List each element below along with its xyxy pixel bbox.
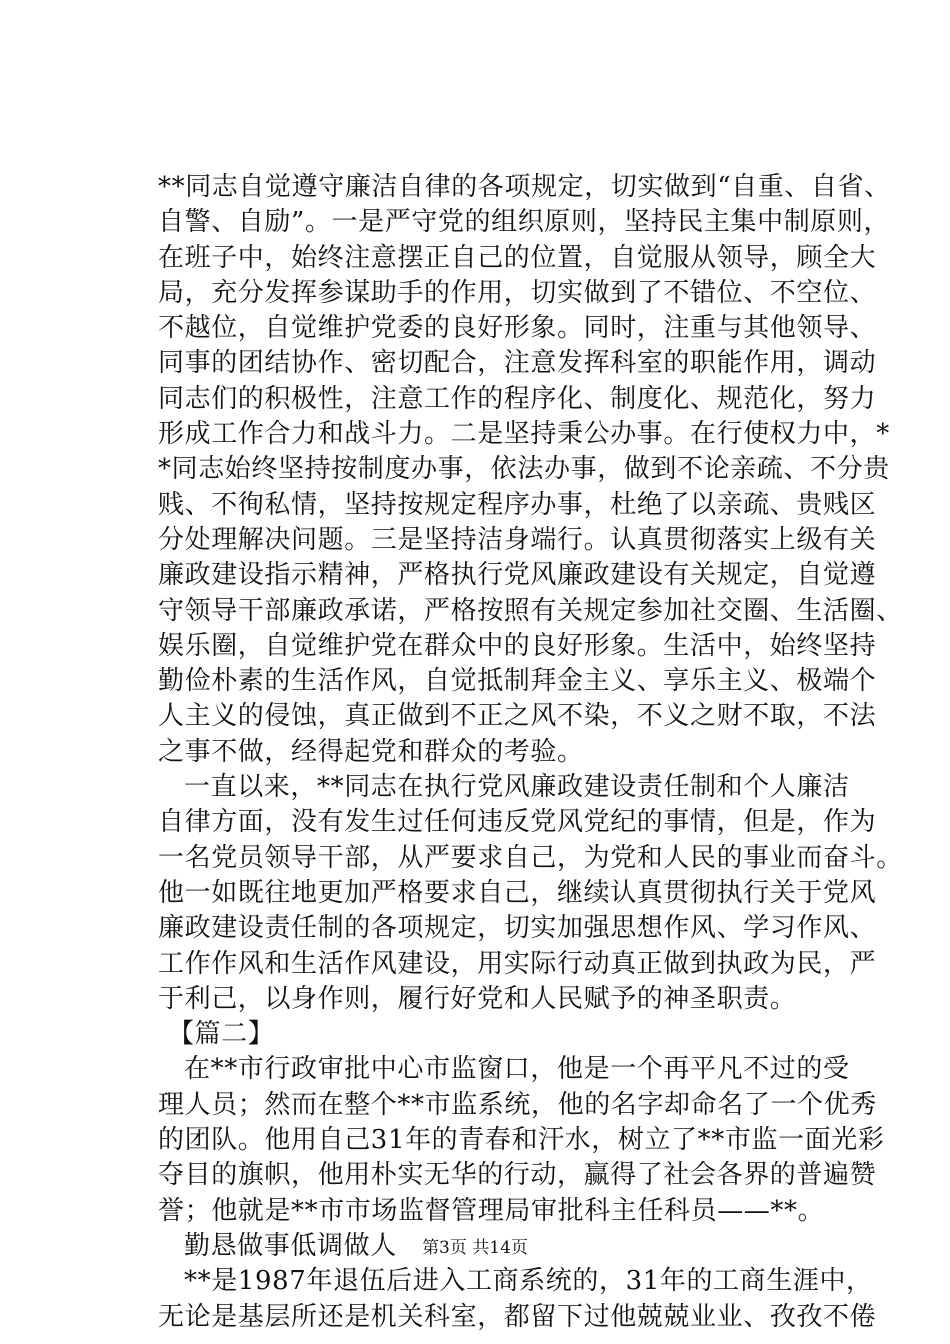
text-line: 于利己，以身作则，履行好党和人民赋予的神圣职责。	[158, 983, 797, 1014]
text-line: 形成工作合力和战斗力。二是坚持秉公办事。在行使权力中，*	[158, 419, 890, 450]
text-line: 工作作风和生活作风建设，用实际行动真正做到执政为民，严	[158, 948, 877, 979]
text-line: 贱、不徇私情，坚持按规定程序办事，杜绝了以亲疏、贵贱区	[158, 489, 877, 520]
text-line: 自律方面，没有发生过任何违反党风党纪的事情，但是，作为	[158, 807, 877, 838]
text-line: 誉；他就是**市市场监督管理局审批科主任科员——**。	[158, 1195, 825, 1226]
text-line: 无论是基层所还是机关科室，都留下过他兢兢业业、孜孜不倦	[158, 1301, 877, 1332]
text-line: 局，充分发挥参谋助手的作用，切实做到了不错位、不空位、	[158, 277, 877, 308]
document-body	[158, 170, 903, 1335]
text-line: 同志们的积极性，注意工作的程序化、制度化、规范化，努力	[158, 383, 877, 414]
text-line: 人主义的侵蚀，真正做到不正之风不染，不义之财不取，不法	[158, 701, 877, 732]
text-line: 廉政建设指示精神，严格执行党风廉政建设有关规定，自觉遵	[158, 560, 877, 591]
subheading: 勤恳做事低调做人	[184, 1230, 397, 1261]
page-number: 第3页 共14页	[422, 1238, 528, 1258]
text-line: 不越位，自觉维护党委的良好形象。同时，注重与其他领导、	[158, 313, 877, 344]
text-line: 廉政建设责任制的各项规定，切实加强思想作风、学习作风、	[158, 913, 877, 944]
text-line: *同志始终坚持按制度办事，依法办事，做到不论亲疏、不分贵	[158, 454, 890, 485]
text-line: 在班子中，始终注意摆正自己的位置，自觉服从领导，顾全大	[158, 242, 877, 273]
text-line: 他一如既往地更加严格要求自己，继续认真贯彻执行关于党风	[158, 877, 877, 908]
paragraph-start-line: 一直以来，**同志在执行党风廉政建设责任制和个人廉洁	[184, 772, 850, 803]
text-line: 自警、自励”。一是严守党的组织原则，坚持民主集中制原则，	[158, 207, 891, 238]
text-line: 娱乐圈，自觉维护党在群众中的良好形象。生活中，始终坚持	[158, 630, 877, 661]
text-line: 的团队。他用自己31年的青春和汗水，树立了**市监一面光彩	[158, 1125, 885, 1156]
text-line: **同志自觉遵守廉洁自律的各项规定，切实做到“自重、自省、	[158, 172, 891, 202]
section-heading: 【篇二】	[168, 1019, 275, 1050]
text-line: 一名党员领导干部，从严要求自己，为党和人民的事业而奋斗。	[158, 842, 903, 873]
text-line: 同事的团结协作、密切配合，注意发挥科室的职能作用，调动	[158, 348, 877, 379]
text-line: 之事不做，经得起党和群众的考验。	[158, 736, 584, 767]
text-line: 夺目的旗帜，他用朴实无华的行动，赢得了社会各界的普遍赞	[158, 1160, 877, 1191]
paragraph-start-line: **是1987年退伍后进入工商系统的，31年的工商生涯中，	[184, 1266, 873, 1297]
paragraph-start-line: 在**市行政审批中心市监窗口，他是一个再平凡不过的受	[184, 1054, 850, 1085]
text-line: 理人员；然而在整个**市监系统，他的名字却命名了一个优秀	[158, 1089, 877, 1120]
text-line: 勤俭朴素的生活作风，自觉抵制拜金主义、享乐主义、极端个	[158, 666, 877, 697]
text-line: 分处理解决问题。三是坚持洁身端行。认真贯彻落实上级有关	[158, 524, 877, 555]
text-line: 守领导干部廉政承诺，严格按照有关规定参加社交圈、生活圈、	[158, 595, 903, 626]
